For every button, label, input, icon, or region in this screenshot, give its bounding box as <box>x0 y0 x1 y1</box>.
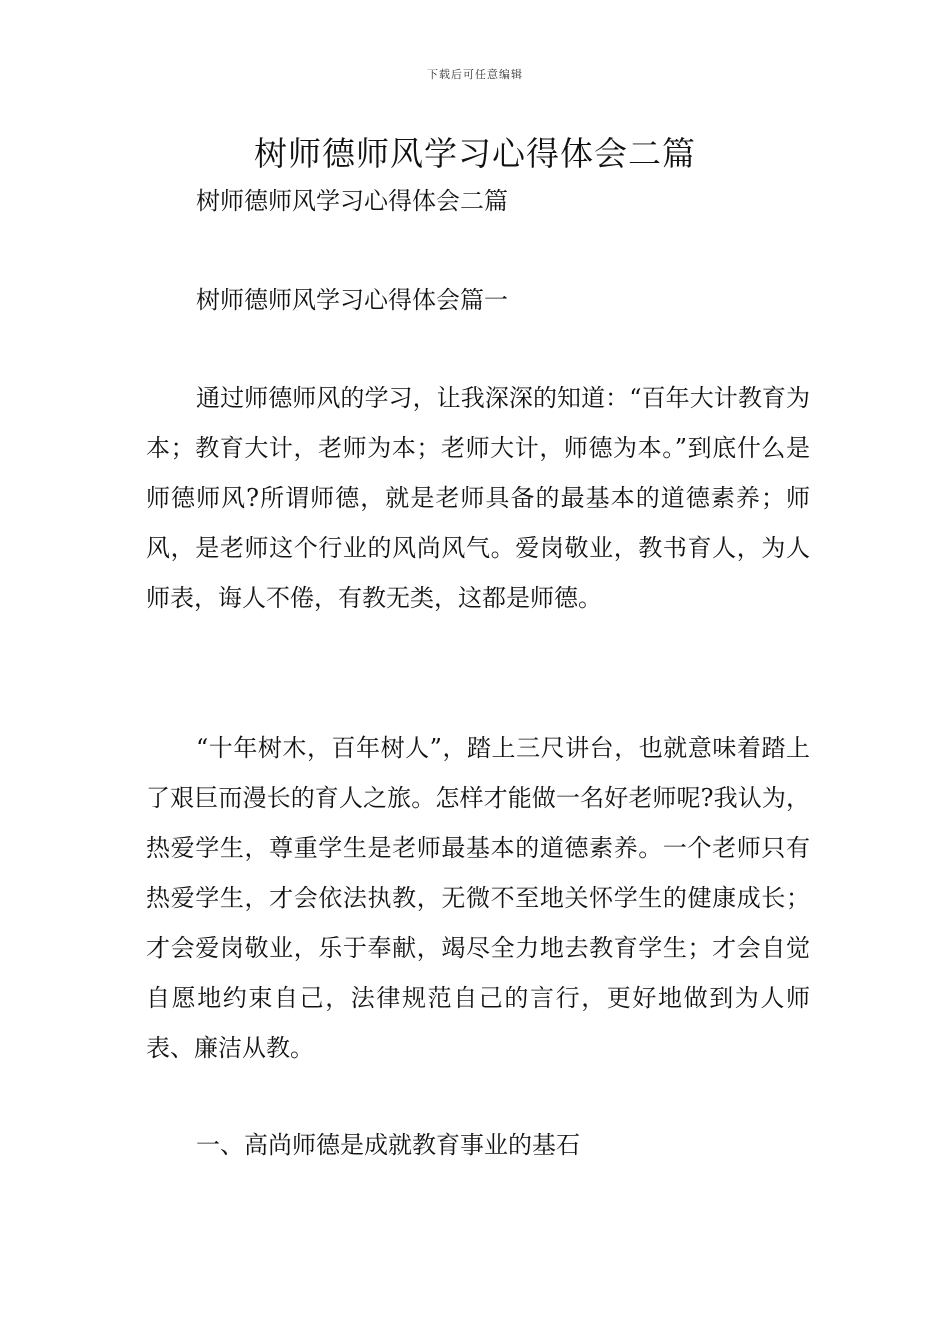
section-heading: 一、高尚师德是成就教育事业的基石 <box>196 1131 580 1159</box>
header-note: 下载后可任意编辑 <box>427 68 523 81</box>
body-paragraph: 通过师德师风的学习，让我深深的知道：“百年大计教育为本；教育大计，老师为本；老师大计，师德为本。”到底什么是师德师风?所谓师德，就是老师具备的最基本的道德素养；师风，是老师这个行业的风尚风气。爱岗敬业，教书育人，为人师表，诲人不倦，有教无类，这都是师德。 <box>146 384 810 612</box>
document-subtitle: 树师德师风学习心得体会二篇 <box>196 187 508 215</box>
body-paragraph: “十年树木，百年树人”，踏上三尺讲台，也就意味着踏上了艰巨而漫长的育人之旅。怎样才能做一名好老师呢?我认为，热爱学生，尊重学生是老师最基本的道德素养。一个老师只有热爱学生，才会依法执教，无微不至地关怀学生的健康成长；才会爱岗敬业，乐于奉献，竭尽全力地去教育学生；才会自觉自愿地约束自己，法律规范自己的言行，更好地做到为人师表、廉洁从教。 <box>146 734 810 1062</box>
document-title: 树师德师风学习心得体会二篇 <box>254 134 696 173</box>
part-title: 树师德师风学习心得体会篇一 <box>196 286 508 314</box>
